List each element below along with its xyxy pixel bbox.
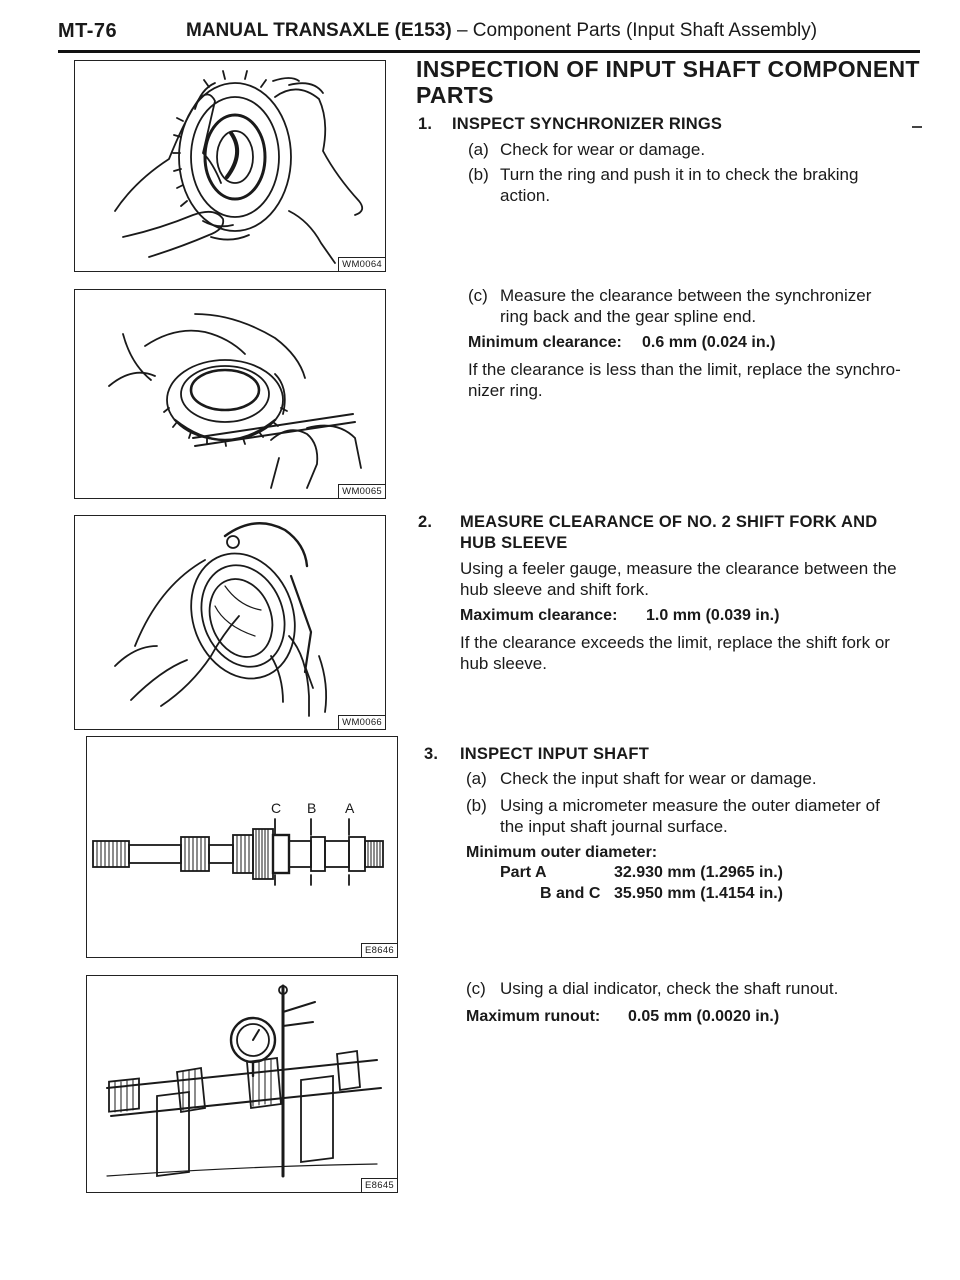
main-title-line-1: INSPECTION OF INPUT SHAFT COMPONENT bbox=[416, 56, 920, 82]
section-3-number: 3. bbox=[424, 745, 439, 763]
main-title-line-2: PARTS bbox=[416, 82, 494, 108]
margin-mark bbox=[912, 126, 922, 128]
step-3c-text: Using a dial indicator, check the shaft runout. bbox=[500, 979, 839, 998]
figure-code: WM0066 bbox=[338, 715, 386, 730]
figure-code: E8646 bbox=[361, 943, 398, 958]
note-1-line-2: nizer ring. bbox=[468, 381, 543, 400]
part-bc-label: B and C bbox=[540, 885, 601, 902]
header-rule bbox=[58, 50, 920, 53]
header-title-rest: – Component Parts (Input Shaft Assembly) bbox=[451, 20, 818, 41]
ring-clearance-illustration bbox=[75, 290, 386, 499]
input-shaft-illustration bbox=[87, 737, 398, 958]
step-1a-text: Check for wear or damage. bbox=[500, 140, 706, 159]
step-3c-label: (c) bbox=[466, 979, 486, 998]
spec-1-label: Minimum clearance: bbox=[468, 334, 622, 351]
note-2-line-2: hub sleeve. bbox=[460, 654, 547, 673]
step-3b-label: (b) bbox=[466, 796, 487, 815]
step-1b-text-line-1: Turn the ring and push it in to check the braking bbox=[500, 165, 859, 184]
section-1-number: 1. bbox=[418, 115, 433, 133]
runout-label: Maximum runout: bbox=[466, 1008, 601, 1025]
page-header-title bbox=[186, 20, 817, 42]
figure-input-shaft-parts bbox=[86, 736, 398, 958]
step-1c-text-line-1: Measure the clearance between the synchronizer bbox=[500, 286, 872, 305]
section-2-heading-line-2: HUB SLEEVE bbox=[460, 534, 568, 552]
ring-rotation-illustration bbox=[75, 61, 386, 272]
part-a-label: Part A bbox=[500, 864, 547, 881]
spec-2-value: 1.0 mm (0.039 in.) bbox=[646, 607, 780, 624]
section-2-text-line-1: Using a feeler gauge, measure the clearance between the bbox=[460, 559, 897, 578]
note-2-line-1: If the clearance exceeds the limit, replace the shift fork or bbox=[460, 633, 890, 652]
figure-code: E8645 bbox=[361, 1178, 398, 1193]
runout-value: 0.05 mm (0.0020 in.) bbox=[628, 1008, 780, 1025]
section-2-text-line-2: hub sleeve and shift fork. bbox=[460, 580, 650, 599]
step-3a-label: (a) bbox=[466, 769, 487, 788]
figure-shaft-runout bbox=[86, 975, 398, 1193]
figure-code: WM0065 bbox=[338, 484, 386, 499]
spec-2-label: Maximum clearance: bbox=[460, 607, 618, 624]
section-2-number: 2. bbox=[418, 513, 433, 531]
header-title-bold: MANUAL TRANSAXLE (E153) bbox=[186, 20, 452, 41]
figure-shift-fork-clearance bbox=[74, 515, 386, 730]
section-2-heading-line-1: MEASURE CLEARANCE OF NO. 2 SHIFT FORK AND bbox=[460, 513, 878, 531]
section-3-heading: INSPECT INPUT SHAFT bbox=[460, 745, 649, 763]
spec-1-value: 0.6 mm (0.024 in.) bbox=[642, 334, 776, 351]
spec-3-label: Minimum outer diameter: bbox=[466, 844, 658, 861]
step-1b-label: (b) bbox=[468, 165, 489, 184]
part-label-a: A bbox=[345, 800, 355, 816]
step-3b-text-line-1: Using a micrometer measure the outer diameter of bbox=[500, 796, 880, 815]
shift-fork-illustration bbox=[75, 516, 386, 730]
step-1a-label: (a) bbox=[468, 140, 489, 159]
step-3a-text: Check the input shaft for wear or damage. bbox=[500, 769, 817, 788]
page-header bbox=[58, 14, 920, 54]
step-1c-label: (c) bbox=[468, 286, 488, 305]
part-label-b: B bbox=[307, 800, 317, 816]
section-1-heading: INSPECT SYNCHRONIZER RINGS bbox=[452, 115, 723, 133]
figure-ring-rotation bbox=[74, 60, 386, 272]
figure-code: WM0064 bbox=[338, 257, 386, 272]
step-1c-text-line-2: ring back and the gear spline end. bbox=[500, 307, 757, 326]
shaft-runout-illustration bbox=[87, 976, 398, 1193]
step-3b-text-line-2: the input shaft journal surface. bbox=[500, 817, 728, 836]
step-1b-text-line-2: action. bbox=[500, 186, 551, 205]
part-bc-value: 35.950 mm (1.4154 in.) bbox=[614, 885, 783, 902]
note-1-line-1: If the clearance is less than the limit, replace the synchro- bbox=[468, 360, 901, 379]
figure-ring-clearance bbox=[74, 289, 386, 499]
part-a-value: 32.930 mm (1.2965 in.) bbox=[614, 864, 783, 881]
page-number: MT-76 bbox=[58, 20, 118, 42]
part-label-c: C bbox=[271, 800, 282, 816]
